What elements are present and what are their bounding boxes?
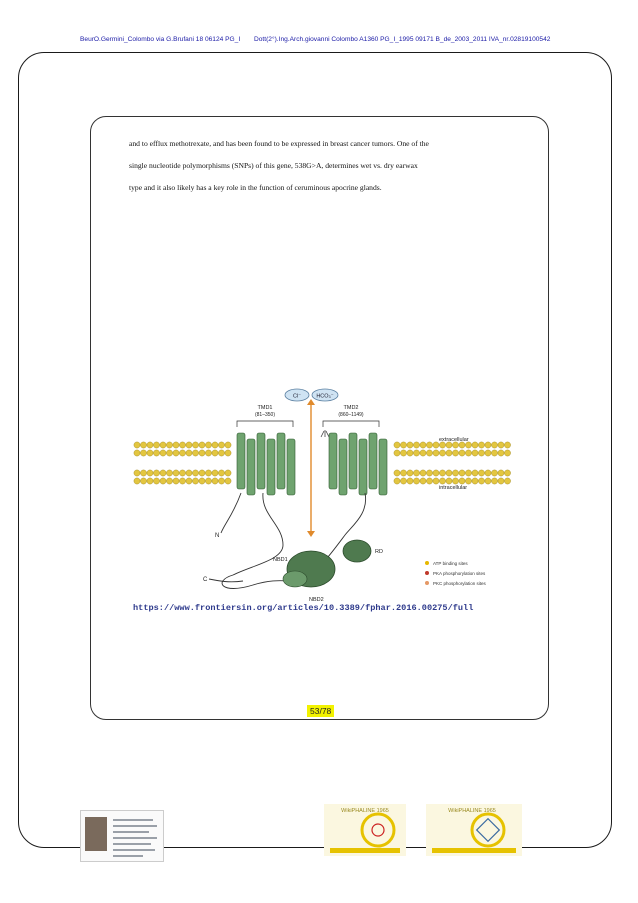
lipid-head — [446, 450, 452, 456]
n-terminus-chain — [221, 493, 241, 533]
lipid-head — [491, 450, 497, 456]
paragraph-line: single nucleotide polymorphisms (SNPs) of this gene, 538G>A, determines wet vs. dry earwax — [129, 161, 418, 170]
lipid-head — [173, 450, 179, 456]
glycosylation-mark — [321, 430, 329, 437]
helix-segment — [359, 439, 367, 495]
lipid-head — [452, 450, 458, 456]
legend-label: PKC phosphorylation sites — [433, 581, 486, 586]
legend-swatch — [425, 571, 429, 575]
lipid-head — [426, 450, 432, 456]
lipid-head — [420, 442, 426, 448]
lipid-head — [212, 478, 218, 484]
lipid-head — [160, 470, 166, 476]
lipid-head — [472, 442, 478, 448]
lipid-head — [153, 442, 159, 448]
lipid-head — [465, 470, 471, 476]
lipid-head — [186, 442, 192, 448]
intracellular-label: intracellular — [439, 485, 468, 491]
extracellular-label: extracellular — [439, 437, 469, 443]
lipid-head — [160, 442, 166, 448]
legend-swatch — [425, 581, 429, 585]
transmembrane-helices — [237, 433, 387, 495]
lipid-head — [205, 478, 211, 484]
helix-segment — [369, 433, 377, 489]
lipid-head — [478, 478, 484, 484]
lipid-head — [439, 470, 445, 476]
lipid-head — [160, 478, 166, 484]
lipid-head — [498, 478, 504, 484]
lipid-head — [400, 450, 406, 456]
lipid-head — [498, 442, 504, 448]
lipid-head — [465, 478, 471, 484]
helix-segment — [237, 433, 245, 489]
seal-band — [330, 848, 400, 853]
lipid-head — [472, 478, 478, 484]
lipid-head — [173, 470, 179, 476]
lipid-head — [173, 442, 179, 448]
cftr-figure — [133, 385, 513, 607]
lipid-head — [134, 442, 140, 448]
arrow-head — [307, 399, 315, 405]
lipid-head — [166, 442, 172, 448]
lipid-head — [218, 478, 224, 484]
lipid-head — [147, 470, 153, 476]
lipid-head — [485, 470, 491, 476]
lipid-head — [160, 450, 166, 456]
lipid-head — [407, 450, 413, 456]
legend-label: PKA phosphorylation sites — [433, 571, 486, 576]
document-page — [90, 116, 549, 720]
lipid-head — [186, 470, 192, 476]
tmd2-range: (860–1149) — [338, 412, 364, 418]
lipid-head — [498, 450, 504, 456]
helix-segment — [329, 433, 337, 489]
lipid-head — [218, 442, 224, 448]
lipid-head — [166, 470, 172, 476]
tmd1-range: (81–350) — [254, 412, 276, 418]
lipid-head — [153, 450, 159, 456]
seal-title: WikiPHALINE 1965 — [341, 808, 389, 814]
lipid-head — [400, 478, 406, 484]
lipid-head — [179, 470, 185, 476]
seal-stamp-1 — [322, 800, 408, 858]
lipid-head — [205, 442, 211, 448]
lipid-head — [179, 478, 185, 484]
lipid-head — [134, 470, 140, 476]
lipid-head — [433, 470, 439, 476]
lipid-head — [407, 478, 413, 484]
regulatory-domain — [343, 540, 371, 562]
lipid-head — [225, 450, 231, 456]
lipid-head — [205, 450, 211, 456]
lipid-head — [433, 450, 439, 456]
lipid-head — [147, 478, 153, 484]
lipid-head — [186, 450, 192, 456]
lipid-head — [465, 450, 471, 456]
helix-segment — [257, 433, 265, 489]
c-terminus-chain — [209, 579, 243, 582]
id-card-stamp — [80, 810, 164, 862]
lipid-head — [140, 478, 146, 484]
lipid-head — [504, 478, 510, 484]
helix-segment — [287, 439, 295, 495]
lipid-head — [179, 442, 185, 448]
lipid-head — [140, 450, 146, 456]
helix-segment — [267, 439, 275, 495]
lipid-head — [459, 470, 465, 476]
page-header — [0, 36, 638, 50]
page-number: 53/78 — [307, 705, 334, 717]
lipid-head — [225, 478, 231, 484]
source-link[interactable]: https://www.frontiersin.org/articles/10.3389/fphar.2016.00275/full — [133, 603, 474, 613]
lipid-head — [218, 470, 224, 476]
lipid-bilayer — [134, 442, 511, 484]
lipid-head — [413, 478, 419, 484]
lipid-head — [439, 450, 445, 456]
header-left-text: BeurO.Germini_Colombo via G.Brufani 18 06124 PG_I — [80, 36, 241, 43]
lipid-head — [147, 442, 153, 448]
lipid-head — [452, 478, 458, 484]
lipid-head — [407, 442, 413, 448]
lipid-head — [192, 470, 198, 476]
lipid-head — [199, 470, 205, 476]
helix-segment — [339, 439, 347, 495]
lipid-head — [192, 442, 198, 448]
lipid-head — [420, 450, 426, 456]
lipid-head — [212, 450, 218, 456]
nbd1-label: NBD1 — [273, 557, 288, 563]
lipid-head — [478, 442, 484, 448]
lipid-head — [186, 478, 192, 484]
legend-swatch — [425, 561, 429, 565]
lipid-head — [459, 478, 465, 484]
lipid-head — [413, 442, 419, 448]
lipid-head — [459, 450, 465, 456]
lipid-head — [153, 478, 159, 484]
lipid-head — [446, 470, 452, 476]
lipid-head — [140, 442, 146, 448]
tmd1-label: TMD1 — [257, 405, 273, 411]
lipid-head — [485, 442, 491, 448]
legend-label: ATP binding sites — [433, 561, 468, 566]
lipid-head — [134, 450, 140, 456]
lipid-head — [504, 470, 510, 476]
seal-title: WikiPHALINE 1965 — [448, 808, 496, 814]
lipid-head — [452, 470, 458, 476]
lipid-head — [199, 442, 205, 448]
lipid-head — [166, 478, 172, 484]
lipid-head — [134, 478, 140, 484]
lipid-head — [472, 470, 478, 476]
paragraph — [129, 133, 529, 199]
ion-right-label: HCO₃⁻ — [316, 393, 334, 400]
lipid-head — [218, 450, 224, 456]
lipid-head — [147, 450, 153, 456]
helix-segment — [349, 433, 357, 489]
lipid-head — [478, 450, 484, 456]
lipid-head — [199, 478, 205, 484]
seal-band — [432, 848, 516, 853]
header-right-text: Dott(2°).Ing.Arch.giovanni Colombo A1360 PG_I_1995 09171 B_de_2003_2011 IVA_nr.02819100542 — [254, 36, 551, 43]
lipid-head — [225, 442, 231, 448]
lipid-head — [478, 470, 484, 476]
lipid-head — [420, 478, 426, 484]
seal-stamp-2 — [424, 800, 524, 858]
helix-segment — [379, 439, 387, 495]
n-terminus-label: N — [215, 533, 220, 539]
lipid-head — [407, 470, 413, 476]
lipid-head — [433, 478, 439, 484]
lipid-head — [205, 470, 211, 476]
lipid-head — [179, 450, 185, 456]
nbd2-label: NBD2 — [309, 597, 324, 603]
tmd2-label: TMD2 — [343, 405, 359, 411]
helix-segment — [277, 433, 285, 489]
lipid-head — [491, 442, 497, 448]
tmd1-bracket — [237, 421, 293, 427]
portrait-photo — [85, 817, 107, 851]
arrow-head — [307, 531, 315, 537]
lipid-head — [413, 470, 419, 476]
ion-left-label: Cl⁻ — [292, 393, 302, 400]
lipid-head — [166, 450, 172, 456]
lipid-head — [153, 470, 159, 476]
lipid-head — [192, 450, 198, 456]
lipid-head — [400, 442, 406, 448]
nbd2-domain — [283, 571, 307, 587]
lipid-head — [472, 450, 478, 456]
lipid-head — [212, 470, 218, 476]
c-terminus-label: C — [203, 577, 208, 583]
paragraph-line: and to efflux methotrexate, and has been found to be expressed in breast cancer tumors. One of the — [129, 139, 429, 148]
figure-legend — [425, 561, 487, 586]
lipid-head — [173, 478, 179, 484]
helix-segment — [247, 439, 255, 495]
lipid-head — [212, 442, 218, 448]
lipid-head — [485, 478, 491, 484]
rd-label: RD — [375, 549, 383, 555]
lipid-head — [394, 470, 400, 476]
lipid-head — [140, 470, 146, 476]
lipid-head — [485, 450, 491, 456]
lipid-head — [504, 450, 510, 456]
lipid-head — [420, 470, 426, 476]
lipid-head — [199, 450, 205, 456]
paragraph-line: type and it also likely has a key role in the function of ceruminous apocrine glands. — [129, 183, 382, 192]
loop-chain — [222, 493, 291, 589]
lipid-head — [491, 470, 497, 476]
lipid-head — [394, 442, 400, 448]
lipid-head — [491, 478, 497, 484]
lipid-head — [394, 450, 400, 456]
tmd2-bracket — [323, 421, 379, 427]
lipid-head — [439, 478, 445, 484]
lipid-head — [426, 442, 432, 448]
lipid-head — [446, 478, 452, 484]
lipid-head — [394, 478, 400, 484]
lipid-head — [426, 470, 432, 476]
lipid-head — [498, 470, 504, 476]
lipid-head — [504, 442, 510, 448]
lipid-head — [192, 478, 198, 484]
lipid-head — [413, 450, 419, 456]
lipid-head — [426, 478, 432, 484]
lipid-head — [400, 470, 406, 476]
lipid-head — [225, 470, 231, 476]
